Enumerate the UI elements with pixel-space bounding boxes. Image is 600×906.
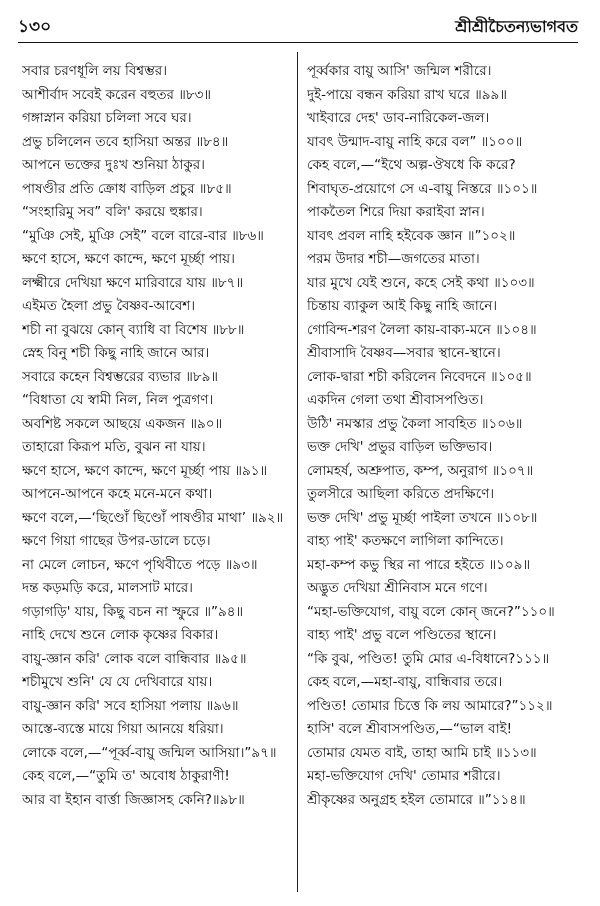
- verse-line: আস্তে-ব্যস্তে মায়ে গিয়া আনয়ে ধরিয়া।: [22, 721, 224, 737]
- verse-line: মহা-কম্প কভু স্থির না পারে হইতে ॥১০৯॥: [307, 556, 531, 573]
- verse-line: স্নেহ বিনু শচী কিছু নাহি জানে আর।: [22, 345, 210, 361]
- verse-line: অদ্ভুত দেখিয়া শ্রীনিবাস মনে গণে।: [307, 580, 488, 596]
- verse-line: ভক্ত দেখি' প্রভু মূর্চ্ছা পাইলা তখনে ॥১০৮॥: [307, 509, 538, 526]
- verse-line: আশীর্বাদ সবেই করেন বহুতর ॥৮৩॥: [22, 86, 212, 103]
- page-header: [18, 4, 578, 46]
- verse-line: বাহ্য পাই' কতক্ষণে লাগিলা কান্দিতে।: [307, 533, 504, 549]
- verse-line: বাহ্য পাই' প্রভু বলে পণ্ডিতের স্থানে।: [307, 627, 497, 643]
- verse-line: আপনে-আপনে কহে মনে-মনে কথা।: [22, 486, 213, 502]
- verse-line: গোবিন্দ-শরণ লৈলা কায়-বাক্য-মনে ॥১০৪॥: [307, 321, 537, 338]
- verse-line: শিবাঘৃত-প্রয়োগে সে এ-বায়ু নিস্তরে ॥১০১॥: [307, 180, 538, 197]
- verse-line: চিন্তায় ব্যাকুল আই কিছু নাহি জানে।: [307, 298, 498, 314]
- verse-line: পূর্ব্বকার বায়ু আসি' জন্মিল শরীরে।: [307, 63, 492, 79]
- verse-line: কেহ বলে,—“ইথে অল্প-ঔষধে কি করে?: [307, 157, 516, 173]
- verse-line: দন্ত কড়মড়ি করে, মালসাট মারে।: [22, 580, 193, 596]
- verse-line: পরম উদার শচী—জগতের মাতা।: [307, 251, 480, 267]
- verse-line: না মেলে লোচন, ক্ষণে পৃথিবীতে পড়ে ॥৯৩॥: [22, 556, 258, 573]
- verse-line: “মহা-ভক্তিযোগ, বায়ু বলে কোন্ জনে?”১১০॥: [307, 603, 555, 620]
- verse-line: যাবৎ প্রবল নাহি হইবেক জ্ঞান ॥”১০২॥: [307, 227, 516, 244]
- verse-line: পাষণ্ডীর প্রতি ক্রোধ বাড়িল প্রচুর ॥৮৫॥: [22, 180, 232, 197]
- verse-line: মহা-ভক্তিযোগ দেখি' তোমার শরীরে।: [307, 768, 501, 784]
- verse-line: লোকে বলে,—“পূর্ব্ব-বায়ু জন্মিল আসিয়া।”৯৭॥: [22, 744, 277, 761]
- verse-line: ভক্ত দেখি' প্রভুর বাড়িল ভক্তিভাব।: [307, 439, 493, 455]
- verse-line: ক্ষণে হাসে, ক্ষণে কান্দে, ক্ষণে মূর্চ্ছা পায়।: [22, 251, 235, 267]
- verse-line: পাকতৈল শিরে দিয়া করাইবা স্নান।: [307, 204, 485, 220]
- verse-line: গঙ্গাস্নান করিয়া চলিলা সবে ঘর।: [22, 110, 192, 126]
- verse-line: হাসি' বলে শ্রীবাসপণ্ডিত,—“ভাল বাই!: [307, 721, 513, 737]
- verse-line: শচী না বুঝয়ে কোন্ ব্যাধি বা বিশেষ ॥৮৮॥: [22, 321, 245, 338]
- left-column: [22, 60, 290, 812]
- verse-line: এইমত হৈলা প্রভু বৈষ্ণব-আবেশ।: [22, 298, 196, 314]
- verse-line: বায়ু-জ্ঞান করি' সবে হাসিয়া পলায় ॥৯৬॥: [22, 697, 239, 714]
- verse-line: পণ্ডিত! তোমার চিত্তে কি লয় আমারে?”১১২॥: [307, 697, 553, 714]
- verse-line: গড়াগড়ি' যায়, কিছু বচন না স্ফুরে ॥”৯৪॥: [22, 603, 244, 620]
- verse-line: দুই-পায়ে বন্ধন করিয়া রাখ ঘরে ॥৯৯॥: [307, 86, 507, 103]
- verse-line: লোমহর্ষ, অশ্রুপাত, কম্প, অনুরাগ ॥১০৭॥: [307, 462, 534, 479]
- verse-line: তাহারো কিরূপ মতি, বুঝন না যায়।: [22, 439, 206, 455]
- verse-line: তোমার যেমত বাই, তাহা আমি চাই ॥১১৩॥: [307, 744, 537, 761]
- verse-line: অবশিষ্ট সকলে আছয়ে একজন ॥৯০॥: [22, 415, 223, 432]
- verse-line: “বিধাতা যে স্বামী নিল, নিল পুত্রগণ।: [22, 392, 214, 408]
- verse-line: নাহি দেখে শুনে লোক কৃষ্ণের বিকার।: [22, 627, 219, 643]
- verse-line: যাবৎ উন্মাদ-বায়ু নাহি করে বল” ॥১০০॥: [307, 133, 523, 150]
- verse-line: উঠি' নমস্কার প্রভু কৈলা সাবহিত ॥১০৬॥: [307, 415, 523, 432]
- verse-line: শ্রীকৃষ্ণের অনুগ্রহ হইল তোমারে ॥”১১৪॥: [307, 791, 526, 808]
- verse-line: যার মুখে যেই শুনে, কহে সেই কথা ॥১০৩॥: [307, 274, 535, 291]
- verse-line: সবার চরণধূলি লয় বিশ্বম্ভর।: [22, 63, 168, 79]
- verse-line: শচীমুখে শুনি' যে যে দেখিবারে যায়।: [22, 674, 213, 690]
- verse-line: ক্ষণে গিয়া গাছের উপর-ডালে চড়ে।: [22, 533, 211, 549]
- column-divider: [297, 52, 298, 892]
- verse-line: “সংহারিমু সব” বলি' করয়ে হুঙ্কার।: [22, 204, 203, 220]
- verse-line: কেহ বলে,—মহা-বায়ু, বান্ধিবার তরে।: [307, 674, 503, 690]
- verse-line: বায়ু-জ্ঞান করি' লোক বলে বান্ধিবার ॥৯৫॥: [22, 650, 247, 667]
- verse-line: খাইবারে দেহ' ডাব-নারিকেল-জল।: [307, 110, 490, 126]
- verse-line: “মুঞি সেই, মুঞি সেই” বলে বারে-বার ॥৮৬॥: [22, 227, 264, 244]
- verse-line: আপনে ভক্তের দুঃখ শুনিয়া ঠাকুর।: [22, 157, 205, 173]
- running-title: শ্রীশ্রীচৈতন্যভাগবত: [455, 17, 578, 36]
- verse-line: সবারে কহেন বিশ্বম্ভরের ব্যভার ॥৮৯॥: [22, 368, 219, 385]
- right-column: [307, 60, 575, 812]
- verse-line: কেহ বলে,—“তুমি ত' অবোধ ঠাকুরাণী!: [22, 768, 230, 784]
- verse-line: “কি বুঝ, পণ্ডিত! তুমি মোর এ-বিধানে?১১১॥: [307, 650, 550, 667]
- verse-line: আর বা ইহান বার্ত্তা জিজ্ঞাসহ কেনি?॥৯৮॥: [22, 791, 245, 808]
- verse-line: লোক-দ্বারা শচী করিলেন নিবেদনে ॥১০৫॥: [307, 368, 532, 385]
- header-rule: [18, 42, 578, 43]
- page-number: ১৩০: [18, 17, 52, 37]
- verse-line: তুলসীরে আছিলা করিতে প্রদক্ষিণে।: [307, 486, 495, 502]
- verse-line: ক্ষণে বলে,—‘ছিণ্ডোঁ ছিণ্ডোঁ পাষণ্ডীর মাথা’ ॥৯২॥: [22, 509, 284, 526]
- verse-line: লক্ষ্মীরে দেখিয়া ক্ষণে মারিবারে যায় ॥৮৭॥: [22, 274, 244, 291]
- verse-line: একদিন গেলা তথা শ্রীবাসপণ্ডিত।: [307, 392, 484, 408]
- verse-line: প্রভু চলিলেন তবে হাসিয়া অন্তর ॥৮৪॥: [22, 133, 229, 150]
- verse-line: ক্ষণে হাসে, ক্ষণে কান্দে, ক্ষণে মূর্চ্ছা পায় ॥৯১॥: [22, 462, 268, 479]
- verse-line: শ্রীবাসাদি বৈষ্ণব—সবার স্থানে-স্থানে।: [307, 345, 501, 361]
